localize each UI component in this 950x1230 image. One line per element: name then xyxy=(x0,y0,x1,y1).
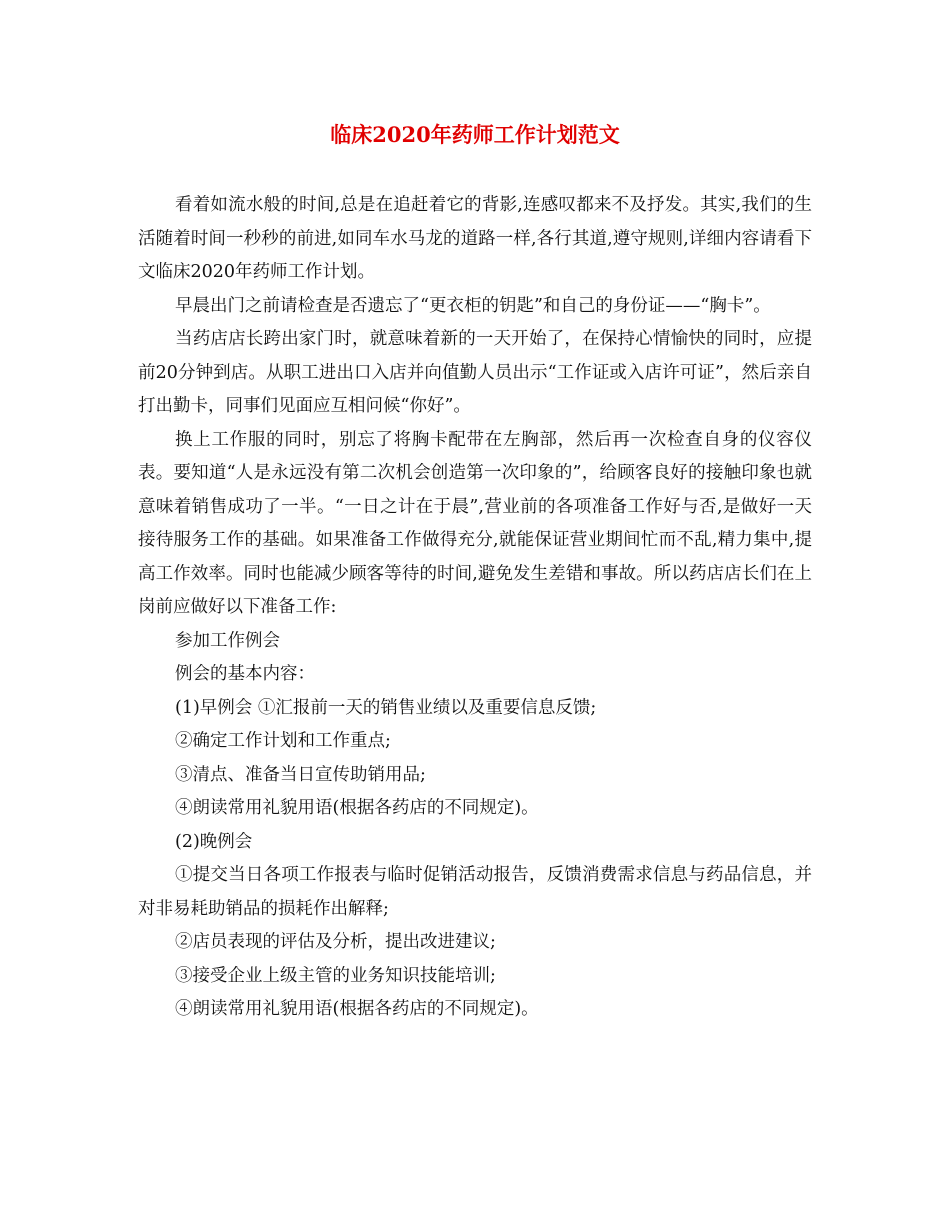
list-item-morning-meeting: (1)早例会 ①汇报前一天的销售业绩以及重要信息反馈; xyxy=(175,697,597,718)
list-item-evening-meeting: (2)晚例会 xyxy=(175,831,253,852)
document-title: 临床2020年药师工作计划范文 xyxy=(330,122,620,147)
list-item-courtesy-phrases-evening: ④朗读常用礼貌用语(根据各药店的不同规定)。 xyxy=(175,999,539,1019)
paragraph-preparation: 换上工作服的同时，别忘了将胸卡配带在左胸部，然后再一次检查自身的仪容仪表。要知道“人是永远没有第二次机会创造第一次印象的”，给顾客良好的接触印象也就意味着销售成功了一半。“一日之计在于晨”,营业前的各项准备工作好与否,是做好一天接待服务工作的基础。如果准备工作做得充分,就能保证营业期间忙而不乱,精力集中,提高工作效率。同时也能减少顾客等待的时间,避免发生差错和事故。所以药店店长们在上岗前应做好以下准备工作: xyxy=(138,429,812,617)
list-item-courtesy-phrases: ④朗读常用礼貌用语(根据各药店的不同规定)。 xyxy=(175,798,539,818)
list-item-promo-materials: ③清点、准备当日宣传助销用品; xyxy=(175,764,426,785)
list-item-work-plan: ②确定工作计划和工作重点; xyxy=(175,731,391,751)
paragraph-meeting-heading: 参加工作例会 xyxy=(175,630,280,651)
list-item-training: ③接受企业上级主管的业务知识技能培训; xyxy=(175,965,496,986)
paragraph-check-items: 早晨出门之前请检查是否遗忘了“更衣柜的钥匙”和自己的身份证——“胸卡”。 xyxy=(175,295,771,316)
paragraph-arrival: 当药店店长跨出家门时，就意味着新的一天开始了，在保持心情愉快的同时，应提前20分钟到店。从职工进出口入店并向值勤人员出示“工作证或入店许可证”，然后亲自打出勤卡，同事们见面应互相问候“你好”。 xyxy=(138,329,812,416)
list-item-daily-reports: ①提交当日各项工作报表与临时促销活动报告，反馈消费需求信息与药品信息，并对非易耗助销品的损耗作出解释; xyxy=(138,865,812,919)
paragraph-meeting-content: 例会的基本内容： xyxy=(175,664,315,684)
list-item-staff-evaluation: ②店员表现的评估及分析，提出改进建议; xyxy=(175,932,496,952)
paragraph-intro: 看着如流水般的时间,总是在追赶着它的背影,连感叹都来不及抒发。其实,我们的生活随着时间一秒秒的前进,如同车水马龙的道路一样,各行其道,遵守规则,详细内容请看下文临床2020年药师工作计划。 xyxy=(138,195,812,282)
document-body xyxy=(138,189,812,1027)
